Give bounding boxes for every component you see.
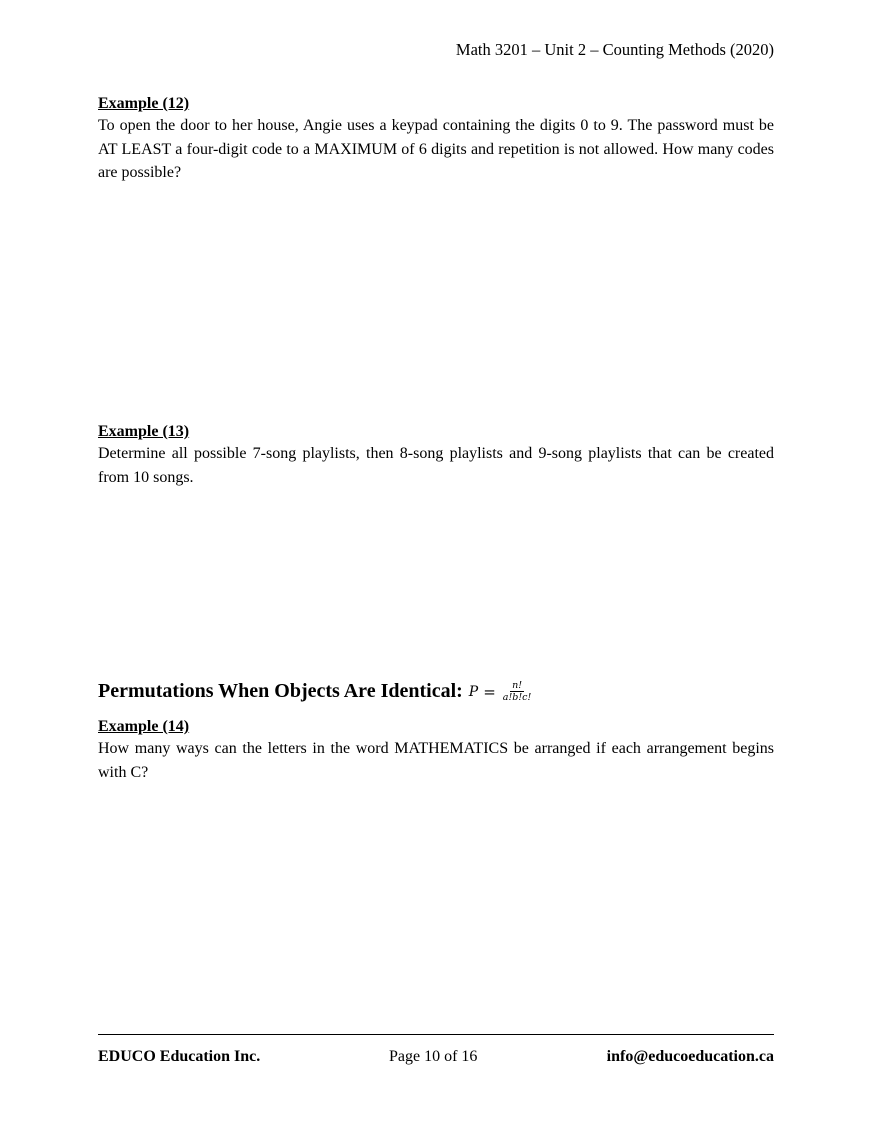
formula-equals: = xyxy=(483,682,496,701)
example-12 xyxy=(98,94,774,185)
permutation-formula xyxy=(469,680,534,703)
formula-numerator: n! xyxy=(512,680,523,691)
example-14 xyxy=(98,717,774,784)
formula-fraction xyxy=(501,680,534,703)
example-text: To open the door to her house, Angie uses a keypad containing the digits 0 to 9. The password must be AT LEAST a four-digit code to a MAXIMUM of 6 digits and repetition is not allowed. How many codes are possible? xyxy=(98,117,774,181)
formula-lhs: P xyxy=(468,683,479,700)
footer-divider xyxy=(98,1034,774,1035)
example-text: Determine all possible 7-song playlists, then 8-song playlists and 9-song playlists that can be created from 10 songs. xyxy=(98,445,774,486)
section-heading xyxy=(98,680,533,703)
page-header: Math 3201 – Unit 2 – Counting Methods (2020) xyxy=(455,40,774,59)
example-title: Example (13) xyxy=(98,423,190,440)
formula-denominator: a!b!c! xyxy=(502,692,532,703)
example-title: Example (12) xyxy=(98,95,190,112)
example-13 xyxy=(98,422,774,489)
footer-company: EDUCO Education Inc. xyxy=(98,1048,261,1065)
example-text: How many ways can the letters in the word MATHEMATICS be arranged if each arrangement begins with C? xyxy=(98,740,774,781)
footer-page-number: Page 10 of 16 xyxy=(389,1048,478,1065)
page-footer xyxy=(98,1048,774,1066)
section-heading-text: Permutations When Objects Are Identical: xyxy=(98,680,463,702)
footer-email: info@educoeducation.ca xyxy=(606,1048,774,1065)
example-title: Example (14) xyxy=(98,718,190,735)
